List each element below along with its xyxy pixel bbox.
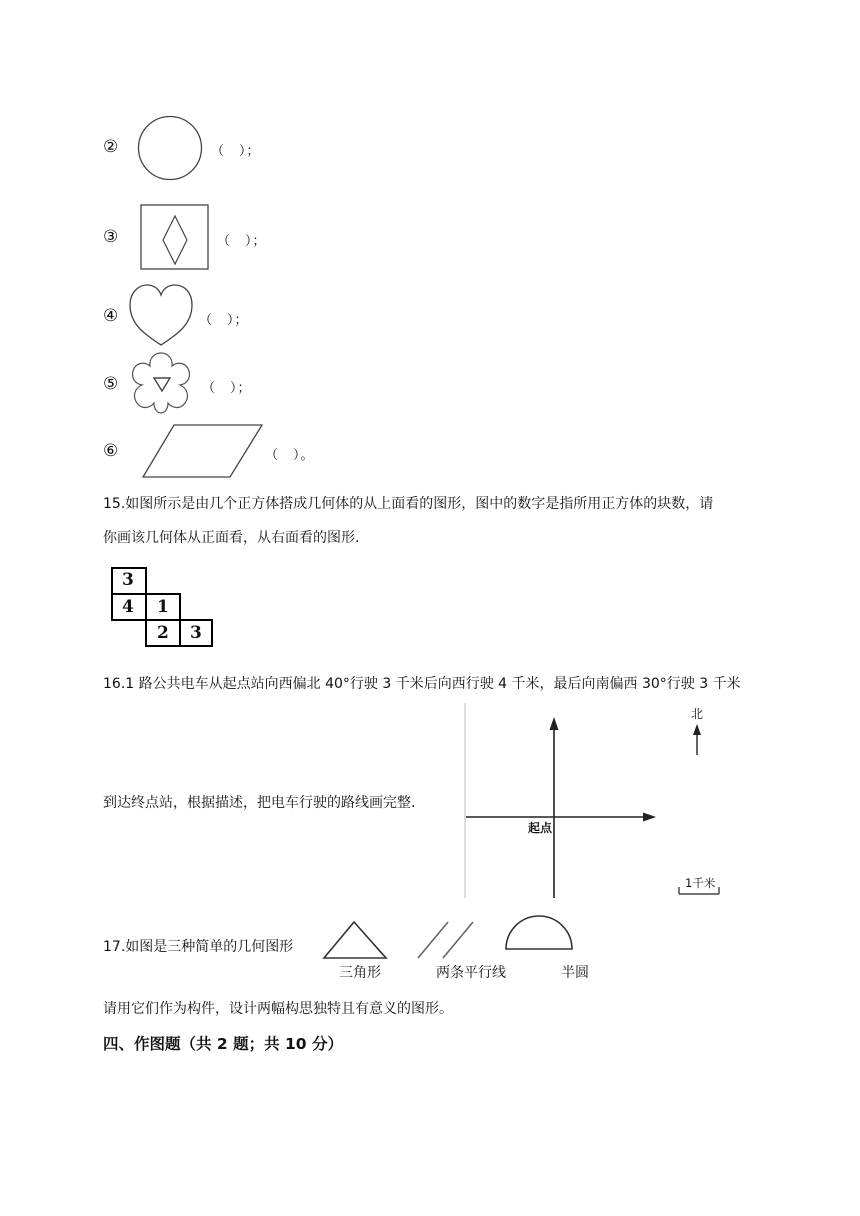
item-number: ② — [103, 137, 119, 157]
grid-cell: 4 — [122, 597, 134, 617]
item-number: ⑥ — [103, 441, 119, 461]
scale-label: 1千米 — [685, 876, 716, 890]
semicircle-shape — [504, 914, 574, 952]
north-label: 北 — [691, 707, 704, 721]
heart-shape — [128, 283, 194, 347]
q17-text-line1: 17.如图是三种简单的几何图形 — [103, 939, 294, 955]
answer-blank: （ ）； — [211, 144, 261, 159]
parallel-lines-label: 两条平行线 — [436, 965, 506, 981]
route-axes — [464, 703, 734, 900]
circle-shape — [137, 115, 203, 181]
answer-blank: （ ）。 — [265, 448, 315, 463]
parallelogram-shape — [142, 423, 264, 479]
parallel-lines-shape — [416, 920, 476, 960]
answer-blank: （ ）； — [217, 234, 267, 249]
grid-cell: 3 — [190, 623, 202, 643]
flower-with-triangle-shape — [128, 350, 194, 416]
q16-text-line1: 16.1 路公共电车从起点站向西偏北 40°行驶 3 千米后向西行驶 4 千米，最后向南偏西 30°行驶 3 千米 — [103, 676, 741, 692]
triangle-label: 三角形 — [339, 965, 381, 981]
square-with-diamond-shape — [140, 204, 210, 271]
triangle-shape — [322, 920, 388, 960]
grid-cell: 1 — [157, 597, 169, 617]
semicircle-label: 半圆 — [561, 965, 589, 981]
answer-blank: （ ）； — [199, 313, 249, 328]
q15-text-line1: 15.如图所示是由几个正方体搭成几何体的从上面看的图形，图中的数字是指所用正方体的块数，请 — [103, 496, 714, 512]
answer-blank: （ ）； — [202, 381, 252, 396]
q15-text-line2: 你画该几何体从正面看，从右面看的图形. — [103, 530, 360, 546]
section-heading: 四、作图题（共 2 题；共 10 分） — [103, 1035, 343, 1053]
grid-cell: 3 — [122, 570, 134, 590]
q17-text-line2: 请用它们作为构件，设计两幅构思独特且有意义的图形。 — [103, 1001, 453, 1017]
item-number: ④ — [103, 306, 119, 326]
q16-text-line2: 到达终点站，根据描述，把电车行驶的路线画完整. — [103, 795, 416, 811]
item-number: ③ — [103, 227, 119, 247]
item-number: ⑤ — [103, 374, 119, 394]
grid-cell: 2 — [157, 623, 169, 643]
origin-label: 起点 — [528, 821, 553, 835]
